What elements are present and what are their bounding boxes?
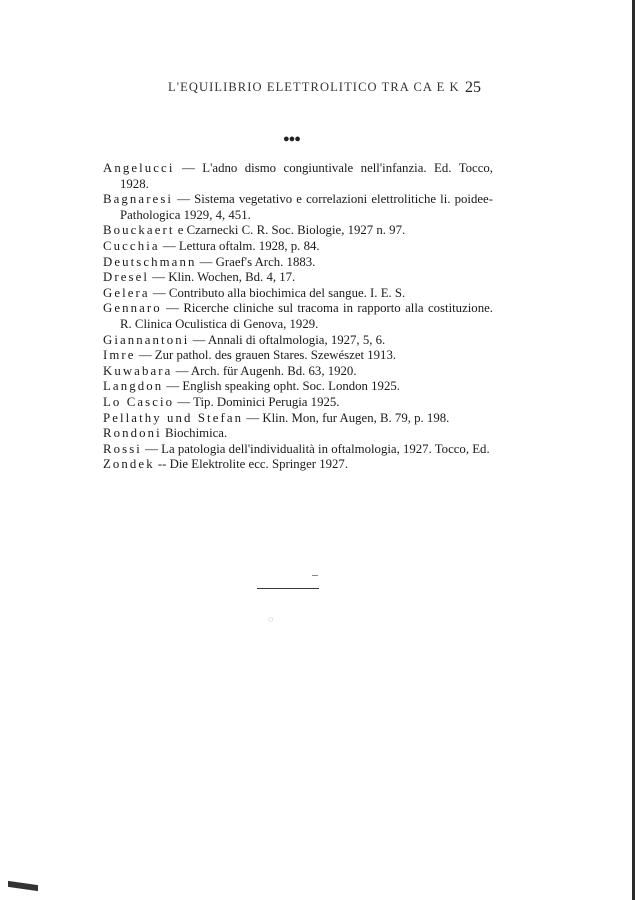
entry-text: — English speaking opht. Soc. London 1925. — [166, 379, 400, 394]
entry-author: Zondek — [103, 457, 155, 472]
entry-text: — L'adno dismo congiuntivale nell'infanzia. Ed. Tocco, 1928. — [120, 161, 494, 191]
bibliography-entry — [103, 457, 493, 473]
entry-author: Imre — [103, 348, 136, 363]
bibliography-entry — [103, 411, 493, 427]
entry-text: — Klin. Mon, fur Augen, B. 79, p. 198. — [246, 410, 450, 425]
bibliography-entry — [103, 255, 493, 271]
entry-author: Langdon — [103, 379, 164, 394]
bibliography-entry — [103, 395, 493, 411]
section-ornament: ●●● — [283, 133, 300, 145]
print-speck: ◌ — [268, 614, 274, 624]
bibliography-entry — [103, 239, 493, 255]
entry-author: Deutschmann — [103, 254, 197, 269]
entry-text: — Contributo alla biochimica del sangue. I. E. S. — [152, 285, 406, 300]
bibliography-entry — [103, 364, 493, 380]
bibliography-entry — [103, 223, 493, 239]
entry-text: e Czarnecki C. R. Soc. Biologie, 1927 n. 97. — [177, 223, 406, 238]
entry-author: Dresel — [103, 270, 149, 285]
entry-author: Gennaro — [103, 301, 162, 316]
entry-author: Kuwabara — [103, 363, 173, 378]
entry-author: Bouckaert — [103, 223, 175, 238]
entry-author: Giannantoni — [103, 332, 190, 347]
bibliography-list — [103, 161, 493, 473]
rule-tick — [312, 575, 318, 576]
running-title: L'EQUILIBRIO ELETTROLITICO TRA CA E K — [168, 80, 460, 94]
entry-author: Cucchia — [103, 238, 160, 253]
bibliography-entry — [103, 270, 493, 286]
entry-text: — Graef's Arch. 1883. — [199, 254, 316, 269]
entry-text: — Sistema vegetativo e correlazioni elettrolitiche li. poidee-Pathologica 1929, 4, 451. — [120, 192, 493, 222]
entry-text: -- Die Elektrolite ecc. Springer 1927. — [157, 457, 349, 472]
bibliography-entry — [103, 333, 493, 349]
bibliography-entry — [103, 348, 493, 364]
entry-text: Biochimica. — [165, 426, 228, 441]
entry-text: — La patologia dell'individualità in oftalmologia, 1927. Tocco, Ed. — [145, 441, 490, 456]
bibliography-entry — [103, 286, 493, 302]
entry-text: — Arch. für Augenh. Bd. 63, 1920. — [175, 363, 357, 378]
bibliography-entry — [103, 301, 493, 332]
entry-author: Pellathy und Stefan — [103, 410, 244, 425]
edge-mark — [8, 881, 38, 891]
page-number: 25 — [465, 79, 481, 96]
entry-author: Angelucci — [103, 161, 175, 175]
entry-text: — Zur pathol. des grauen Stares. Szewészet 1913. — [138, 348, 397, 363]
bibliography-entry — [103, 442, 493, 458]
entry-text: — Ricerche cliniche sul tracoma in rapporto alla costituzione. R. Clinica Oculistica di Genova, 1929. — [120, 301, 493, 331]
entry-author: Rondoni — [103, 426, 162, 441]
bibliography-entry — [103, 192, 493, 223]
entry-author: Gelera — [103, 285, 150, 300]
entry-text: — Annali di oftalmologia, 1927, 5, 6. — [192, 332, 386, 347]
bibliography-entry — [103, 161, 493, 192]
entry-author: Lo Cascio — [103, 394, 175, 409]
entry-author: Bagnaresi — [103, 192, 174, 207]
closing-rule — [257, 588, 319, 589]
entry-text: — Lettura oftalm. 1928, p. 84. — [162, 238, 320, 253]
entry-text: — Klin. Wochen, Bd. 4, 17. — [152, 270, 296, 285]
bibliography-entry — [103, 379, 493, 395]
entry-author: Rossi — [103, 441, 142, 456]
entry-text: — Tip. Dominici Perugia 1925. — [177, 394, 340, 409]
bibliography-entry — [103, 426, 493, 442]
